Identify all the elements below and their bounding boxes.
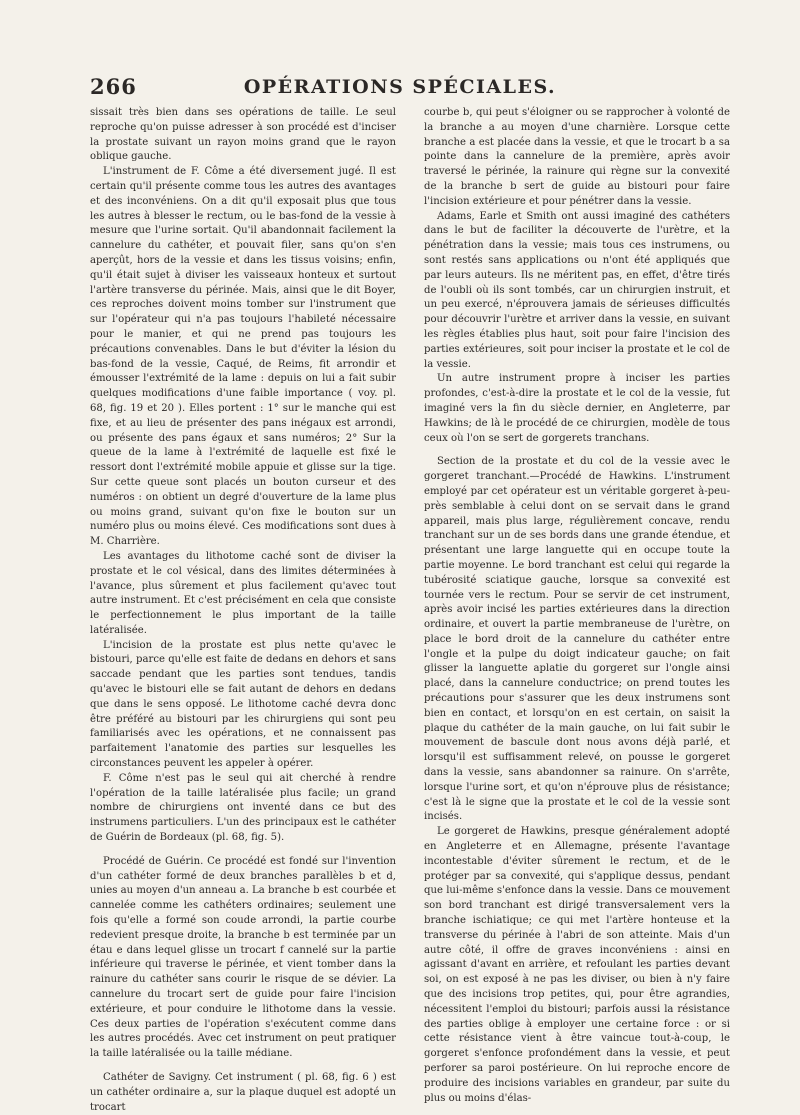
paragraph-catheter-savigny: Cathéter de Savigny. Cet instrument ( pl. 68, fig. 6 ) est un cathéter ordinaire a, sur la plaque duquel est adopté un trocart xyxy=(90,1072,396,1113)
running-title: OPÉRATIONS SPÉCIALES. xyxy=(243,76,557,98)
page-header xyxy=(90,74,710,104)
paragraph-proc-guerin: Procédé de Guérin. Ce procédé est fondé sur l'invention d'un cathéter formé de deux branches parallèles b et d, unies au moyen d'un anneau a. La branche b est courbée et cannelée comme les cathéters ordinaires; seulement une fois qu'elle a formé son coude arrondi, la partie courbe redevient presque droite, la branche b est terminée par un étau e dans lequel glisse un trocart f cannelé sur la partie inférieure qui traverse le périnée, et vient tomber dans la rainure du cathéter sans courir le risque de se dévier. La cannelure du trocart sert de guide pour faire l'incision extérieure, et pour conduire le lithotome dans la vessie. Ces deux parties de l'opération s'exécutent comme dans les autres procédés. Avec cet instrument on peut pratiquer la taille latéralisée ou la taille médiane. xyxy=(90,855,396,1060)
paragraph: L'incision de la prostate est plus nette qu'avec le bistouri, parce qu'elle est faite de dedans en dehors et sans saccade pendant que les parties sont tendues, tandis qu'avec le bistouri elle se fait autant de dehors en dedans que dans le sens opposé. Le lithotome caché devra donc être préféré au bistouri par les chirurgiens qui sont peu familiarisés avec les opérations, et ne connaissent pas parfaitement l'anatomie des parties sur lesquelles les circonstances peuvent les appeler à opérer. xyxy=(90,639,396,770)
page-number: 266 xyxy=(90,74,137,99)
paragraph: L'instrument de F. Côme a été diversement jugé. Il est certain qu'il présente comme tous les autres des avantages et des inconvéniens. On a dit qu'il exposait plus que tous les autres à blesser le rectum, ou le bas-fond de la vessie à mesure que l'urine sortait. Qu'il abandonnait facilement la cannelure du cathéter, et pouvait filer, sans qu'on s'en aperçût, hors de la vessie et dans les tissus voisins; enfin, qu'il était sujet à diviser les vaisseaux honteux et surtout l'artère transverse du périnée. Mais, ainsi que le dit Boyer, ces reproches doivent moins tomber sur l'instrument que sur l'opérateur qui n'a pas toujours l'habileté nécessaire pour le manier, et qui ne prend pas toujours les précautions convenables. Dans le but d'éviter la lésion du bas-fond de la vessie, Caqué, de Reims, fit arrondir et émousser l'extrémité de la lame : depuis on lui a fait subir quelques modifications d'une faible importance ( voy. pl. 68, fig. 19 et 20 ). Elles portent : 1° sur le manche qui est fixe, et au lieu de présenter des pans inégaux est arrondi, ou présente des pans égaux et sans numéros; 2° Sur la queue de la lame à l'extrémité de laquelle est fixé le ressort dont l'extrémité mobile appuie et glisse sur la tige. Sur cette queue sont placés un bouton curseur et des numéros : on obtient un degré d'ouverture de la lame plus ou moins grand, suivant qu'on fixe le bouton sur un numéro plus ou moins élevé. Ces modifications sont dues à M. Charrière. xyxy=(90,166,396,548)
right-column xyxy=(424,106,730,1106)
paragraph: courbe b, qui peut s'éloigner ou se rapprocher à volonté de la branche a au moyen d'une charnière. Lorsque cette branche a est placée dans la vessie, et que le trocart b a sa pointe dans la cannelure de la première, après avoir traversé le périnée, la rainure qui règne sur la convexité de la branche b sert de guide au bistouri pour faire l'incision extérieure et pour pénétrer dans la vessie. xyxy=(424,107,730,207)
paragraph: Un autre instrument propre à inciser les parties profondes, c'est-à-dire la prostate et le col de la vessie, fut imaginé vers la fin du siècle dernier, en Angleterre, par Hawkins; de là le procédé de ce chirurgien, modèle de tous ceux où l'on se sert de gorgerets tranchans. xyxy=(424,373,730,444)
left-column xyxy=(90,106,396,1115)
paragraph-section-hawkins: Section de la prostate et du col de la vessie avec le gorgeret tranchant.—Procédé de Hawkins. L'instrument employé par cet opérateur est un véritable gorgeret à-peu-près semblable à celui dont on se servait dans le grand appareil, mais plus large, régulièrement concave, rendu tranchant sur un de ses bords dans une grande étendue, et présentant une large languette qui en occupe toute la partie moyenne. Le bord tranchant est celui qui regarde la tubérosité sciatique gauche, lorsque sa convexité est tournée vers le rectum. Pour se servir de cet instrument, après avoir incisé les parties extérieures dans la direction ordinaire, et ouvert la partie membraneuse de l'urètre, on place le bord droit de la cannelure du cathéter entre l'ongle et la pulpe du doigt indicateur gauche; on fait glisser la languette aplatie du gorgeret sur l'ongle ainsi placé, dans la cannelure conductrice; on prend toutes les précautions pour s'assurer que les deux instrumens sont bien en contact, et lorsqu'on en est certain, on saisit la plaque du cathéter de la main gauche, on lui fait subir le mouvement de bascule dont nous avons déjà parlé, et lorsqu'il est suffisamment relevé, on pousse le gorgeret dans la vessie, sans abandonner sa rainure. On s'arrête, lorsque l'urine sort, et qu'on n'éprouve plus de résistance; c'est là le signe que la prostate et le col de la vessie sont incisés. xyxy=(424,456,730,823)
paragraph: Adams, Earle et Smith ont aussi imaginé des cathéters dans le but de faciliter la découverte de l'urètre, et la pénétration dans la vessie; mais tous ces instrumens, ou sont restés sans applications ou n'ont été appliqués que par leurs auteurs. Ils ne méritent pas, en effet, d'être tirés de l'oubli où ils sont tombés, car un chirurgien instruit, et un peu exercé, n'éprouvera jamais de sérieuses difficultés pour découvrir l'urètre et arriver dans la vessie, en suivant les règles établies plus haut, soit pour faire l'incision des parties extérieures, soit pour inciser la prostate et le col de la vessie. xyxy=(424,210,730,370)
paragraph: sissait très bien dans ses opérations de taille. Le seul reproche qu'on puisse adresser à son procédé est d'inciser la prostate suivant un rayon moins grand que le rayon oblique gauche. xyxy=(90,107,396,163)
paragraph: Les avantages du lithotome caché sont de diviser la prostate et le col vésical, dans des limites déterminées à l'avance, plus sûrement et plus facilement qu'avec tout autre instrument. Et c'est précisément en cela que consiste le perfectionnement le plus important de la taille latéralisée. xyxy=(90,550,396,636)
paragraph: F. Côme n'est pas le seul qui ait cherché à rendre l'opération de la taille latéralisée plus facile; un grand nombre de chirurgiens ont inventé dans ce but des instrumens particuliers. L'un des principaux est le cathéter de Guérin de Bordeaux (pl. 68, fig. 5). xyxy=(90,772,396,844)
paragraph: Le gorgeret de Hawkins, presque généralement adopté en Angleterre et en Allemagne, présente l'avantage incontestable d'éviter sûrement le rectum, et de le protéger par sa convexité, qui s'applique dessus, pendant que lui-même s'enfonce dans la vessie. Dans ce mouvement son bord tranchant est dirigé transversalement vers la branche ischiatique; ce qui met l'artère honteuse et la transverse du périnée à l'abri de son atteinte. Mais d'un autre côté, il offre de graves inconvéniens : ainsi en agissant d'avant en arrière, et refoulant les parties devant soi, on est exposé à ne pas les diviser, ou bien à n'y faire que des incisions trop petites, qui, pour être agrandies, nécessitent l'emploi du bistouri; parfois aussi la résistance des parties oblige à employer une certaine force : or si cette résistance vient à être vaincue tout-à-coup, le gorgeret s'enfonce profondément dans la vessie, et peut perforer sa paroi postérieure. On lui reproche encore de produire des incisions variables en grandeur, par suite du plus ou moins d'élas- xyxy=(424,826,730,1104)
